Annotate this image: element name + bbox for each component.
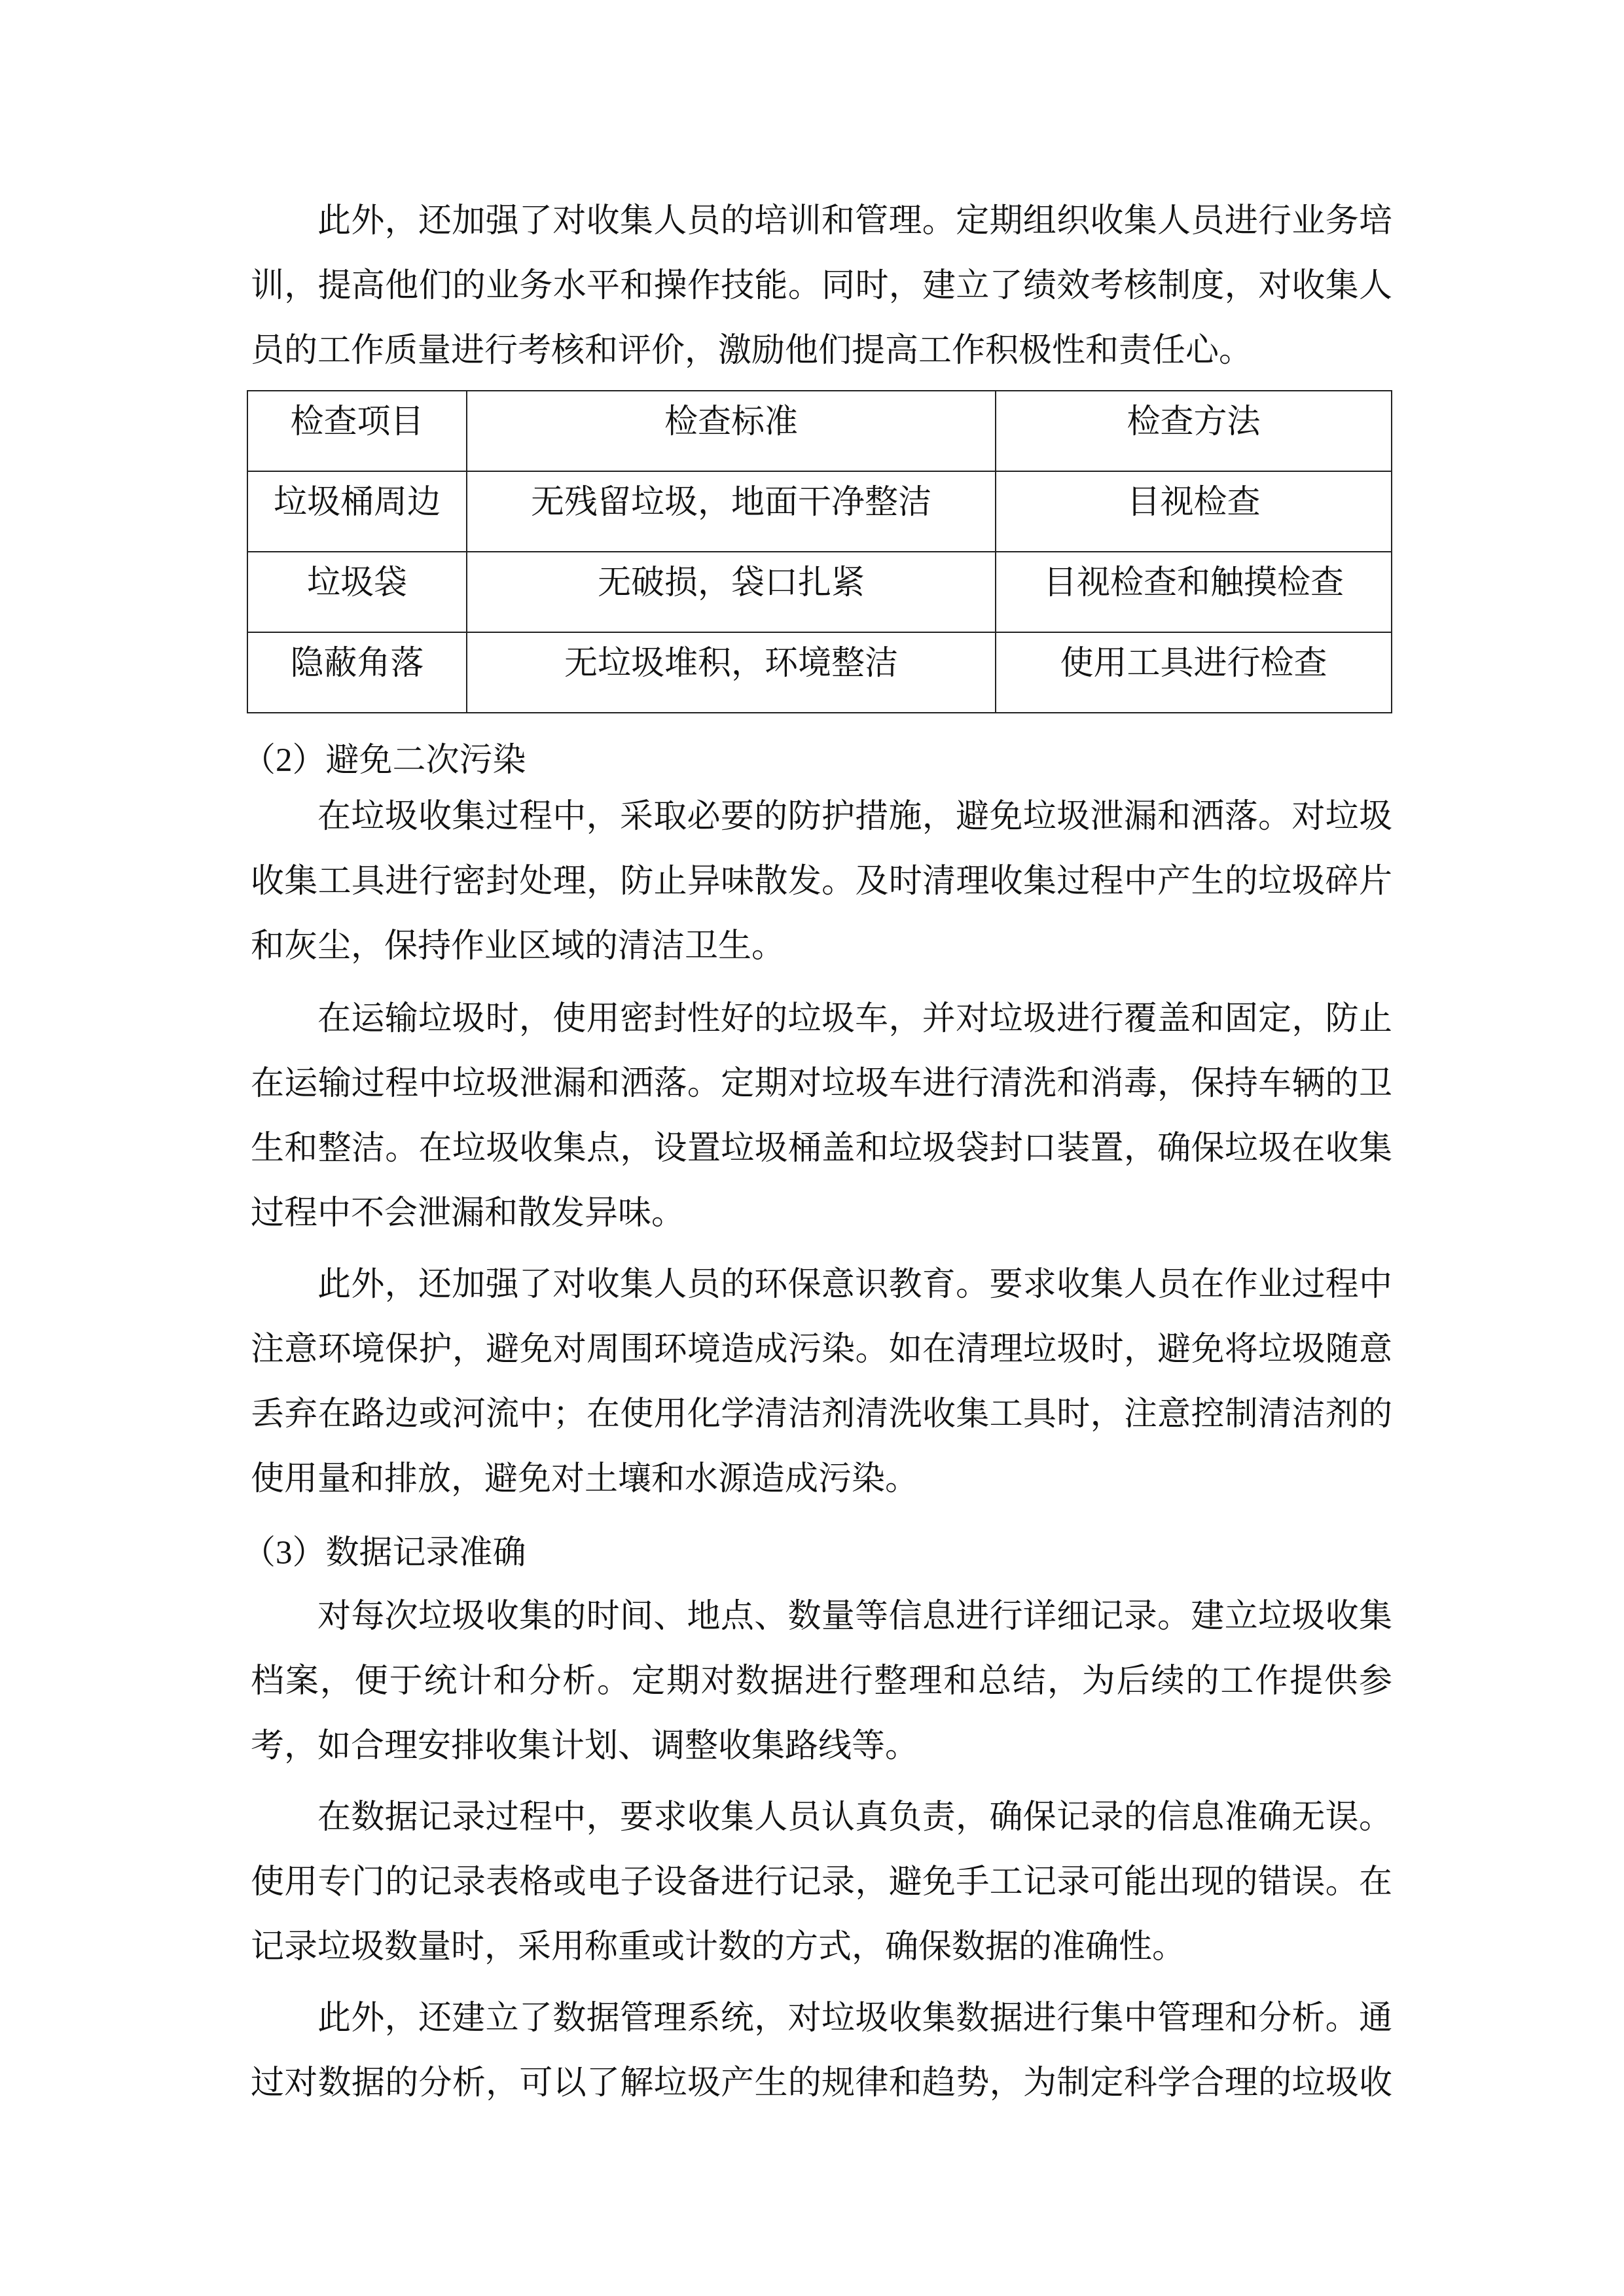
text-line: 丢弃在路边或河流中；在使用化学清洁剂清洗收集工具时，注意控制清洁剂的 bbox=[251, 1396, 1392, 1433]
text-line: 收集工具进行密封处理，防止异味散发。及时清理收集过程中产生的垃圾碎片 bbox=[251, 863, 1392, 900]
text-line: 员的工作质量进行考核和评价，激励他们提高工作积极性和责任心。 bbox=[251, 332, 1253, 369]
table-row bbox=[247, 552, 1392, 632]
section-3-heading: （3）数据记录准确 bbox=[242, 1535, 526, 1571]
text-line: 在垃圾收集过程中，采取必要的防护措施，避免垃圾泄漏和洒落。对垃圾 bbox=[317, 798, 1392, 835]
text-line: 生和整洁。在垃圾收集点，设置垃圾桶盖和垃圾袋封口装置，确保垃圾在收集 bbox=[251, 1130, 1392, 1167]
text-line: 档案，便于统计和分析。定期对数据进行整理和总结，为后续的工作提供参 bbox=[251, 1663, 1392, 1700]
inspection-table bbox=[247, 390, 1392, 713]
text-line: 考，如合理安排收集计划、调整收集路线等。 bbox=[251, 1728, 919, 1765]
section-2-heading: （2）避免二次污染 bbox=[242, 742, 526, 779]
text-line: 在运输垃圾时，使用密封性好的垃圾车，并对垃圾进行覆盖和固定，防止 bbox=[317, 1001, 1392, 1037]
section-2-paragraph bbox=[251, 785, 1392, 979]
table-cell: 无破损，袋口扎紧 bbox=[467, 552, 996, 632]
table-cell: 目视检查和触摸检查 bbox=[996, 552, 1392, 632]
header-cell: 检查项目 bbox=[247, 391, 467, 471]
text-line: 在数据记录过程中，要求收集人员认真负责，确保记录的信息准确无误。 bbox=[317, 1799, 1392, 1836]
header-cell: 检查标准 bbox=[467, 391, 996, 471]
table-row bbox=[247, 471, 1392, 552]
text-line: 在运输过程中垃圾泄漏和洒落。定期对垃圾车进行清洗和消毒，保持车辆的卫 bbox=[251, 1066, 1392, 1102]
table-cell: 目视检查 bbox=[996, 471, 1392, 552]
section-2-paragraph bbox=[251, 1253, 1392, 1512]
section-3-paragraph bbox=[251, 1585, 1392, 1779]
text-line: 使用专门的记录表格或电子设备进行记录，避免手工记录可能出现的错误。在 bbox=[251, 1864, 1392, 1901]
text-line: 此外，还加强了对收集人员的培训和管理。定期组织收集人员进行业务培 bbox=[317, 203, 1392, 240]
text-line: 和灰尘，保持作业区域的清洁卫生。 bbox=[251, 928, 785, 965]
text-line: 过程中不会泄漏和散发异味。 bbox=[251, 1195, 685, 1232]
text-line: 对每次垃圾收集的时间、地点、数量等信息进行详细记录。建立垃圾收集 bbox=[317, 1598, 1392, 1635]
text-line: 训，提高他们的业务水平和操作技能。同时，建立了绩效考核制度，对收集人 bbox=[251, 268, 1392, 304]
header-cell: 检查方法 bbox=[996, 391, 1392, 471]
text-line: 使用量和排放，避免对土壤和水源造成污染。 bbox=[251, 1461, 919, 1498]
text-line: 此外，还加强了对收集人员的环保意识教育。要求收集人员在作业过程中 bbox=[317, 1266, 1392, 1303]
table-cell: 无残留垃圾，地面干净整洁 bbox=[467, 471, 996, 552]
section-2-paragraph bbox=[251, 987, 1392, 1246]
section-3-paragraph bbox=[251, 1986, 1392, 2116]
table-cell: 使用工具进行检查 bbox=[996, 632, 1392, 713]
text-line: 此外，还建立了数据管理系统，对垃圾收集数据进行集中管理和分析。通 bbox=[317, 2000, 1392, 2037]
table-cell: 无垃圾堆积，环境整洁 bbox=[467, 632, 996, 713]
paragraph-intro bbox=[251, 189, 1392, 384]
text-line: 注意环境保护，避免对周围环境造成污染。如在清理垃圾时，避免将垃圾随意 bbox=[251, 1331, 1392, 1368]
section-3-paragraph bbox=[251, 1785, 1392, 1980]
table-cell: 隐蔽角落 bbox=[247, 632, 467, 713]
text-line: 过对数据的分析，可以了解垃圾产生的规律和趋势，为制定科学合理的垃圾收 bbox=[251, 2065, 1392, 2102]
table-header-row bbox=[247, 391, 1392, 471]
table-cell: 垃圾桶周边 bbox=[247, 471, 467, 552]
table-cell: 垃圾袋 bbox=[247, 552, 467, 632]
text-line: 记录垃圾数量时，采用称重或计数的方式，确保数据的准确性。 bbox=[251, 1929, 1186, 1965]
table-row bbox=[247, 632, 1392, 713]
